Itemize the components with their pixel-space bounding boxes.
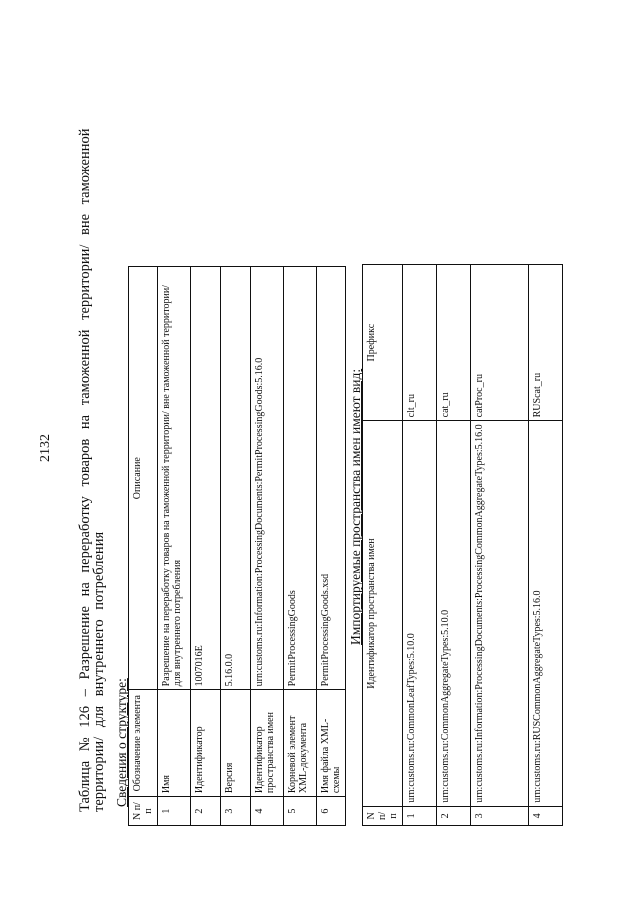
cell-number: 5 xyxy=(284,797,317,826)
table-title: Таблица № 126 – Разрешение на переработку товаров на таможенной территории/ вне таможенной территории/ для внутреннего потребления xyxy=(77,128,107,812)
table-row xyxy=(471,265,529,826)
table-row xyxy=(191,267,221,826)
cell-number: 3 xyxy=(221,797,251,826)
table-header-row xyxy=(129,267,158,826)
cell-prefix: clt_ru xyxy=(403,265,437,421)
cell-description: PermitProcessingGoods.xsd xyxy=(317,267,346,690)
cell-namespace: urn:customs.ru:CommonLeafTypes:5.10.0 xyxy=(403,421,437,806)
cell-number: 3 xyxy=(471,806,529,825)
cell-namespace: urn:customs.ru:CommonAggregateTypes:5.10.0 xyxy=(437,421,471,806)
cell-element: Идентификатор пространства имен xyxy=(251,690,284,797)
table-row xyxy=(317,267,346,826)
table-row xyxy=(437,265,471,826)
table-row xyxy=(403,265,437,826)
cell-number: 2 xyxy=(437,806,471,825)
table-row xyxy=(284,267,317,826)
table-row xyxy=(529,265,563,826)
cell-number: 2 xyxy=(191,797,221,826)
cell-number: 1 xyxy=(403,806,437,825)
table-row xyxy=(221,267,251,826)
table-row xyxy=(251,267,284,826)
cell-prefix: cat_ru xyxy=(437,265,471,421)
table-row xyxy=(158,267,191,826)
header-prefix: Префикс xyxy=(363,265,403,421)
cell-element: Идентификатор xyxy=(191,690,221,797)
cell-element: Версия xyxy=(221,690,251,797)
section-structure-heading: Сведения о структуре: xyxy=(114,678,129,807)
structure-table xyxy=(128,266,346,826)
header-number: N п/п xyxy=(363,806,403,825)
cell-description: urn:customs.ru:Information:ProcessingDocuments:PermitProcessingGoods:5.16.0 xyxy=(251,267,284,690)
cell-prefix: RUScat_ru xyxy=(529,265,563,421)
cell-number: 1 xyxy=(158,797,191,826)
table-header-row xyxy=(363,265,403,826)
cell-number: 4 xyxy=(251,797,284,826)
cell-number: 4 xyxy=(529,806,563,825)
cell-element: Имя xyxy=(158,690,191,797)
header-number: N п/п xyxy=(129,797,158,826)
cell-prefix: catProc_ru xyxy=(471,265,529,421)
cell-description: 1007016E xyxy=(191,267,221,690)
header-namespace: Идентификатор пространства имен xyxy=(363,421,403,806)
cell-element: Корневой элемент XML-документа xyxy=(284,690,317,797)
cell-description: Разрешение на переработку товаров на таможенной территории/ вне таможенной территории/ для внутреннего потребления xyxy=(158,267,191,690)
cell-description: 5.16.0.0 xyxy=(221,267,251,690)
header-element: Обозначение элемента xyxy=(129,690,158,797)
header-description: Описание xyxy=(129,267,158,690)
cell-description: PermitProcessingGoods xyxy=(284,267,317,690)
cell-namespace: urn:customs.ru:Information:ProcessingDocuments:ProcessingCommonAggregateTypes:5.16.0 xyxy=(471,421,529,806)
cell-element: Имя файла XML-схемы xyxy=(317,690,346,797)
cell-namespace: urn:customs.ru:RUSCommonAggregateTypes:5.16.0 xyxy=(529,421,563,806)
section-namespaces-heading: Импортируемые пространства имен имеют вид: xyxy=(348,368,363,645)
page-number: 2132 xyxy=(38,434,53,462)
cell-number: 6 xyxy=(317,797,346,826)
namespaces-table xyxy=(362,264,563,826)
